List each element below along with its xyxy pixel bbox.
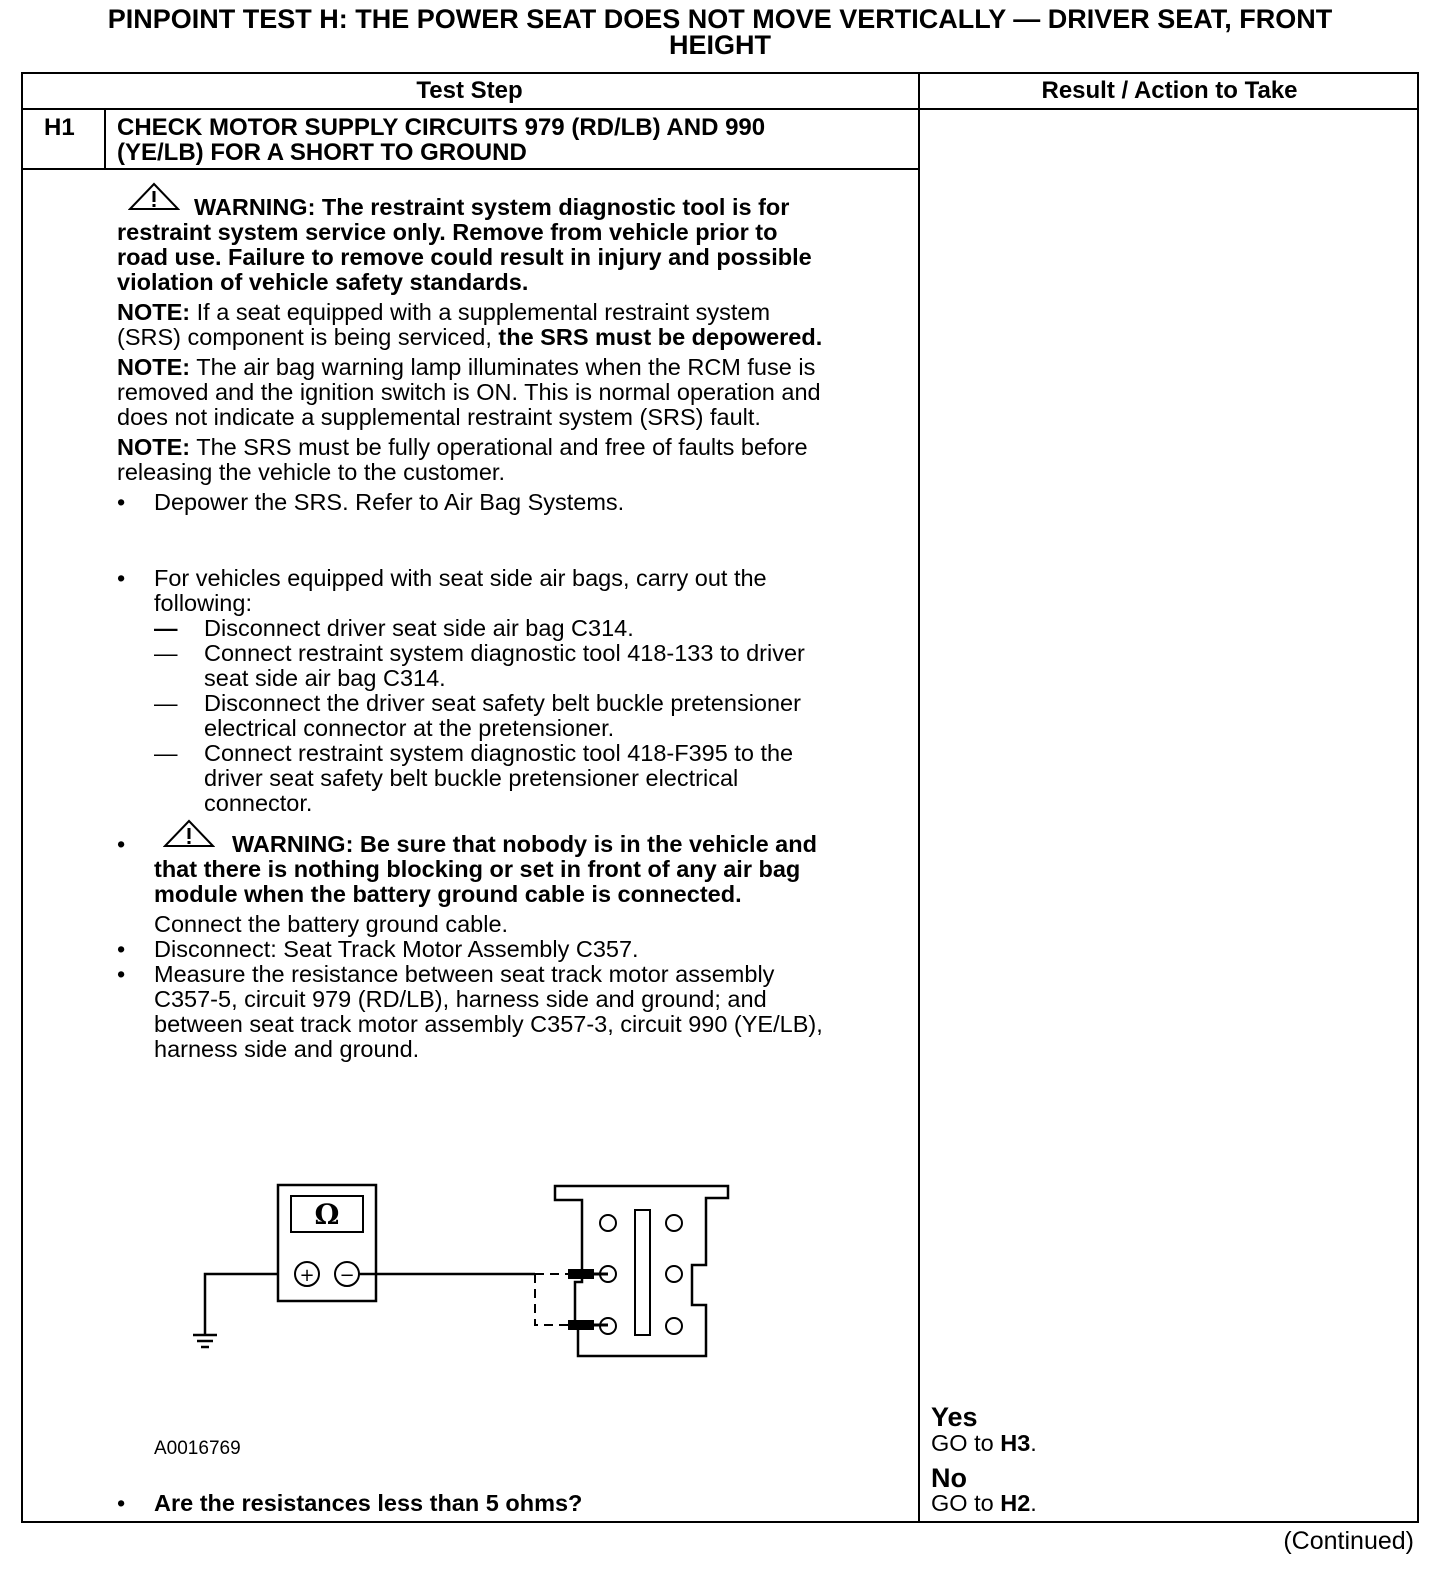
column-divider	[918, 72, 920, 1523]
bullet-5-text: between seat track motor assembly C357-3, circuit 990 (YE/LB),	[154, 1011, 823, 1037]
step-id: H1	[44, 114, 75, 141]
note-3	[117, 435, 808, 485]
sub-item-text: Connect restraint system diagnostic tool 418-133 to driver	[204, 640, 805, 666]
warning-1-line: violation of vehicle safety standards.	[117, 269, 529, 295]
note-label: NOTE:	[117, 434, 191, 460]
bullet-2-text: following:	[154, 590, 252, 616]
page-title	[20, 6, 1420, 58]
step-id-divider	[104, 108, 106, 170]
continued-note: (Continued)	[1283, 1527, 1414, 1555]
sub-item-text: Connect restraint system diagnostic tool 418-F395 to the	[204, 740, 794, 766]
minus-terminal: −	[339, 1265, 355, 1286]
note-1-text: (SRS) component is being serviced,	[117, 324, 499, 350]
col-header-test-step: Test Step	[416, 77, 523, 104]
question: Are the resistances less than 5 ohms?	[154, 1490, 583, 1516]
sub-item-text: electrical connector at the pretensioner.	[204, 715, 615, 741]
note-1-text: If a seat equipped with a supplemental restraint system	[190, 299, 771, 325]
note-2-text: does not indicate a supplemental restraint system (SRS) fault.	[117, 404, 761, 430]
bullet-2-text: For vehicles equipped with seat side air bags, carry out the	[154, 565, 767, 591]
warning-1-line: road use. Failure to remove could result in injury and possible	[117, 244, 812, 270]
sub-item-text: connector.	[204, 790, 313, 816]
note-3-text: The SRS must be fully operational and free of faults before	[190, 434, 808, 460]
ohm-symbol: Ω	[314, 1198, 340, 1231]
warning-2-action: Connect the battery ground cable.	[154, 911, 509, 937]
note-2	[117, 355, 821, 430]
warning-2-line: module when the battery ground cable is connected.	[154, 881, 742, 907]
period: .	[1030, 1430, 1037, 1456]
dash-marker: —	[154, 740, 178, 766]
sub-item-text: Disconnect the driver seat safety belt buckle pretensioner	[204, 690, 801, 716]
sub-item: Disconnect driver seat side air bag C314.	[204, 615, 634, 641]
warning-1	[117, 195, 812, 295]
bullet-5-text: C357-5, circuit 979 (RD/LB), harness side and ground; and	[154, 986, 767, 1012]
period: .	[1030, 1490, 1037, 1516]
bullet-2	[154, 566, 767, 616]
title-line-2: HEIGHT	[668, 30, 771, 60]
note-1	[117, 300, 822, 350]
result-yes-label: Yes	[931, 1402, 978, 1432]
warning-2	[154, 832, 817, 907]
result-no-action	[931, 1491, 1037, 1516]
note-1-emphasis: the SRS must be depowered.	[498, 324, 823, 350]
bullet-5-text: Measure the resistance between seat track motor assembly	[154, 961, 775, 987]
ohmmeter	[278, 1185, 376, 1301]
step-heading-divider	[21, 168, 920, 170]
go-to-h3-link[interactable]: H3	[1000, 1430, 1031, 1456]
note-3-text: releasing the vehicle to the customer.	[117, 459, 505, 485]
resistance-measurement-diagram	[180, 1170, 750, 1370]
step-heading-line-2: (YE/LB) FOR A SHORT TO GROUND	[117, 139, 527, 166]
warning-1-line: restraint system service only. Remove from vehicle prior to	[117, 219, 778, 245]
bullet-5-text: harness side and ground.	[154, 1036, 420, 1062]
warning-2-line: that there is nothing blocking or set in front of any air bag	[154, 856, 801, 882]
bullet-1: Depower the SRS. Refer to Air Bag Systems.	[154, 489, 625, 515]
bullet-marker: •	[117, 565, 126, 591]
bullet-4: Disconnect: Seat Track Motor Assembly C357.	[154, 936, 639, 962]
bullet-marker: •	[117, 489, 126, 515]
step-heading	[117, 115, 765, 165]
bullet-5	[154, 962, 823, 1062]
sub-item	[204, 741, 793, 816]
bullet-marker: •	[117, 831, 126, 857]
note-label: NOTE:	[117, 299, 191, 325]
sub-item	[204, 691, 801, 741]
sub-item	[204, 641, 805, 691]
step-heading-line-1: CHECK MOTOR SUPPLY CIRCUITS 979 (RD/LB) AND 990	[117, 114, 766, 141]
result-no-label: No	[931, 1463, 967, 1493]
note-2-text: removed and the ignition switch is ON. This is normal operation and	[117, 379, 821, 405]
go-to-text: GO to	[931, 1430, 1001, 1456]
dash-marker: —	[154, 690, 178, 716]
bullet-marker: •	[117, 936, 126, 962]
figure-id: A0016769	[154, 1438, 241, 1459]
bullet-marker: •	[117, 961, 126, 987]
note-2-text: The air bag warning lamp illuminates when the RCM fuse is	[190, 354, 816, 380]
col-header-result: Result / Action to Take	[1041, 77, 1298, 104]
sub-item-text: driver seat safety belt buckle pretensioner electrical	[204, 765, 739, 791]
bullet-marker: •	[117, 1490, 126, 1516]
sub-item-text: seat side air bag C314.	[204, 665, 446, 691]
go-to-text: GO to	[931, 1490, 1001, 1516]
go-to-h2-link[interactable]: H2	[1000, 1490, 1031, 1516]
warning-1-line: WARNING: The restraint system diagnostic tool is for	[194, 194, 790, 220]
plus-terminal: +	[299, 1265, 315, 1286]
note-label: NOTE:	[117, 354, 191, 380]
title-line-1: PINPOINT TEST H: THE POWER SEAT DOES NOT MOVE VERTICALLY — DRIVER SEAT, FRONT	[107, 4, 1333, 34]
dash-marker: —	[154, 640, 178, 666]
warning-2-line: WARNING: Be sure that nobody is in the vehicle and	[232, 831, 817, 857]
dash-marker: —	[154, 615, 178, 641]
result-yes-action	[931, 1431, 1037, 1456]
header-divider	[21, 108, 1419, 110]
